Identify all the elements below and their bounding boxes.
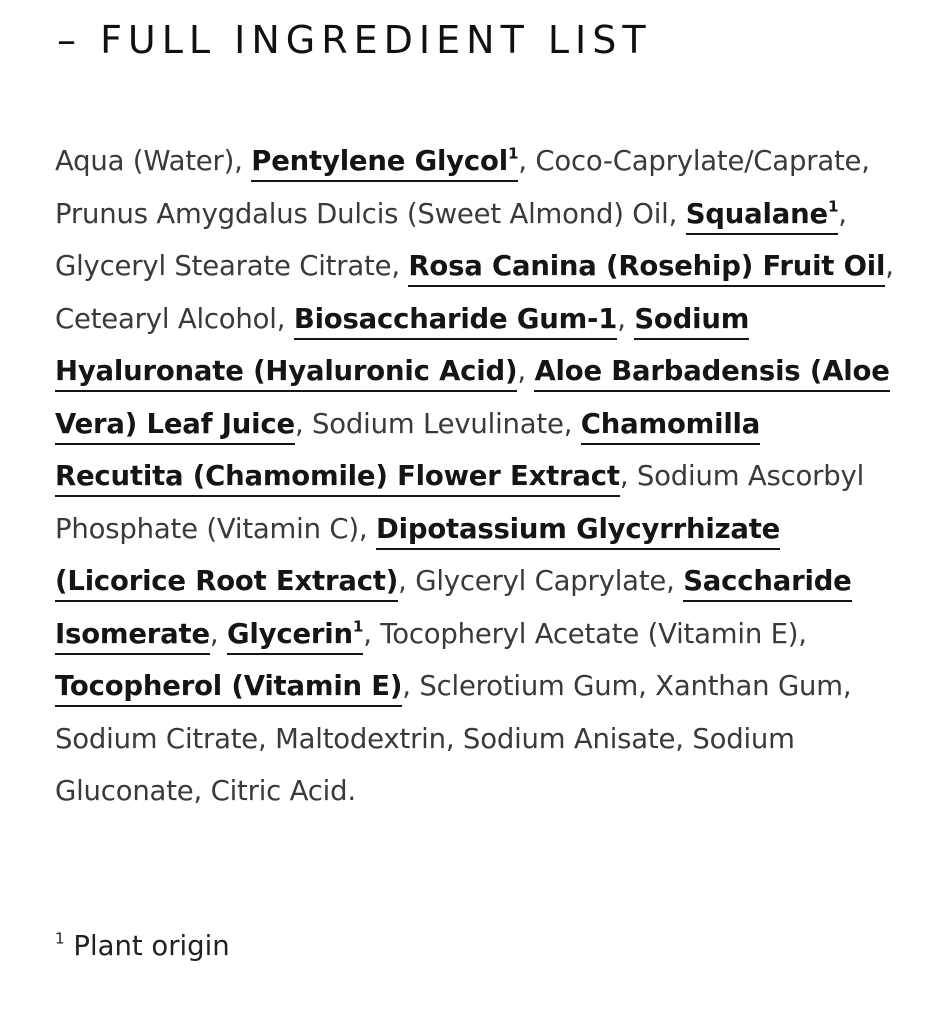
ingredient-link[interactable] — [408, 250, 885, 287]
ingredient-name: Pentylene Glycol — [251, 145, 508, 177]
ingredient-link[interactable] — [294, 303, 617, 340]
ingredient-name: , Sodium Ascorbyl Phosphate (Vitamin C), — [55, 460, 865, 545]
footnote-reference: 1 — [507, 144, 519, 163]
ingredient-name: Saccharide Isomerate — [55, 565, 852, 650]
ingredient-name: , Cetearyl Alcohol, — [55, 250, 894, 335]
ingredient-name: Glycerin — [227, 617, 353, 650]
ingredient-text — [398, 565, 683, 597]
ingredient-name: , — [617, 302, 635, 335]
ingredient-text — [210, 618, 227, 650]
ingredient-text — [295, 408, 581, 440]
ingredient-name: , Glyceryl Stearate Citrate, — [55, 197, 847, 282]
ingredient-text — [55, 145, 251, 177]
ingredient-name: Tocopherol (Vitamin E) — [55, 670, 403, 702]
ingredient-name: Rosa Canina (Rosehip) Fruit Oil — [408, 250, 886, 282]
ingredient-name: , Sclerotium Gum, Xanthan Gum, Sodium Citrate, Maltodextrin, Sodium Anisate, Sodium Gluconate, Citric Acid. — [55, 670, 852, 807]
ingredient-name: , — [517, 355, 535, 387]
ingredient-list — [55, 135, 895, 818]
ingredient-link[interactable] — [55, 670, 402, 707]
footnote-reference: 1 — [352, 617, 364, 636]
ingredient-link[interactable] — [686, 198, 839, 235]
section-heading: – FULL INGREDIENT LIST — [57, 18, 652, 62]
ingredient-text — [517, 355, 534, 387]
ingredient-name: Chamomilla Recutita (Chamomile) Flower Extract — [55, 407, 761, 492]
ingredient-name: , Coco-Caprylate/Caprate, Prunus Amygdalus Dulcis (Sweet Almond) Oil, — [55, 145, 870, 230]
ingredient-text — [617, 303, 634, 335]
ingredient-name: Aqua (Water), — [55, 145, 252, 177]
ingredient-name: Dipotassium Glycyrrhizate (Licorice Root Extract) — [55, 512, 781, 597]
footnote-marker: 1 — [55, 929, 65, 948]
footnote-reference: 1 — [827, 197, 839, 216]
ingredient-name: , — [209, 617, 228, 650]
ingredient-name: , Tocopheryl Acetate (Vitamin E), — [363, 617, 807, 650]
ingredient-text — [363, 618, 807, 650]
ingredient-name: Squalane — [685, 197, 828, 230]
footnote — [55, 920, 230, 972]
ingredient-name: Aloe Barbadensis (Aloe Vera) Leaf Juice — [55, 355, 890, 440]
ingredient-name: , Glyceryl Caprylate, — [398, 565, 684, 597]
footnote-text: Plant origin — [64, 930, 230, 962]
ingredient-name: Biosaccharide Gum-1 — [293, 302, 618, 335]
ingredient-name: , Sodium Levulinate, — [294, 407, 581, 440]
ingredient-link[interactable] — [251, 145, 518, 182]
ingredient-link[interactable] — [227, 618, 363, 655]
ingredient-name: Sodium Hyaluronate (Hyaluronic Acid) — [55, 302, 750, 387]
